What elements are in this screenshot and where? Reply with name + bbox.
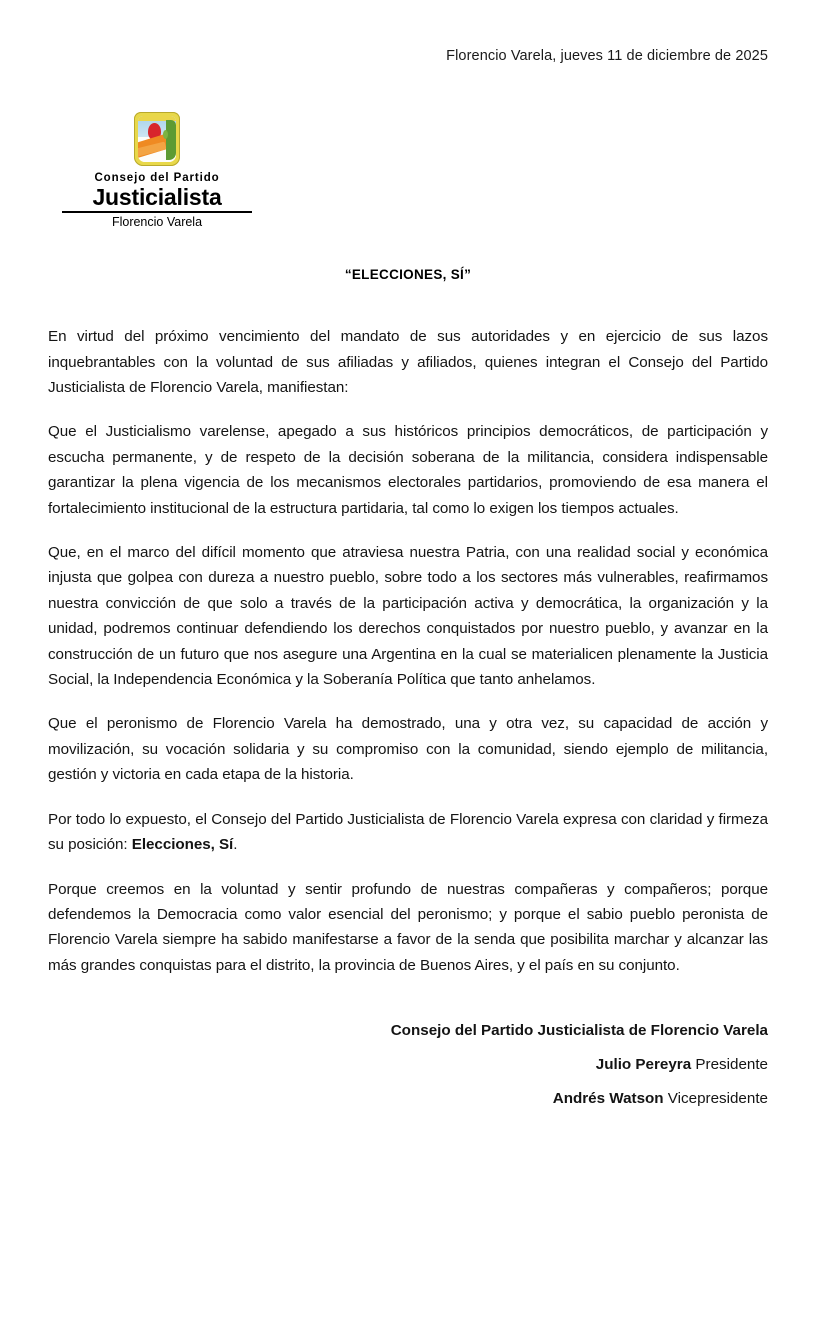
paragraph-5-tail: . — [233, 836, 238, 854]
organization-logo — [62, 112, 252, 229]
crest-inner — [138, 116, 176, 162]
document-title: “ELECCIONES, SÍ” — [344, 267, 472, 283]
paragraph-3: Que, en el marco del difícil momento que atraviesa nuestra Patria, con una realidad social y económica injusta que golpea con dureza a nuestro pueblo, sobre todo a los sectores más vulnerables, reafirmamos nuestra convicción de que solo a través de la participación activa y democrática, la organización y la unidad, podremos continuar defendiendo los derechos conquistados por nuestro pueblo, y avanzar en la construcción de un futuro que nos asegure una Argentina en la cual se materialicen plenamente la Justicia Social, la Independencia Económica y la Soberanía Política que tanto anhelamos. — [48, 544, 768, 689]
paragraph-5 — [48, 807, 768, 858]
paragraph-2: Que el Justicialismo varelense, apegado a sus históricos principios democráticos, de participación y escucha permanente, y de respeto de la decisión soberana de la militancia, considera indispensable garantizar la plena vigencia de los mecanismos electorales partidarios, promoviendo de esa manera el fortalecimiento institucional de la estructura partidaria, tal como lo exigen los tiempos actuales. — [48, 423, 768, 517]
party-crest-icon — [134, 112, 180, 166]
document-body — [48, 324, 768, 978]
signature-president — [48, 1048, 768, 1082]
signature-organization: Consejo del Partido Justicialista de Florencio Varela — [390, 1022, 768, 1040]
crest-green-field — [166, 120, 176, 160]
paragraph-1: En virtud del próximo vencimiento del mandato de sus autoridades y en ejercicio de sus lazos inquebrantables con la voluntad de sus afiliadas y afiliados, quienes integran el Consejo del Partido Justicialista de Florencio Varela, manifiestan: — [48, 328, 768, 396]
signature-block — [48, 1014, 768, 1116]
signature-president-name: Julio Pereyra — [595, 1056, 692, 1074]
date-line: Florencio Varela, jueves 11 de diciembre de 2025 — [446, 48, 768, 64]
paragraph-5-lead: Por todo lo expuesto, el Consejo del Partido Justicialista de Florencio Varela expresa con claridad y firmeza su posición: — [48, 810, 768, 854]
crest-green-accent — [163, 130, 168, 139]
signature-vicepresident-role: Vicepresidente — [663, 1090, 768, 1108]
logo-line-consejo: Consejo del Partido — [94, 172, 220, 185]
logo-line-justicialista: Justicialista — [92, 183, 222, 210]
logo-divider — [62, 211, 252, 213]
logo-line-district: Florencio Varela — [111, 214, 203, 229]
paragraph-5-emphasis: Elecciones, Sí — [131, 836, 234, 854]
signature-president-role: Presidente — [691, 1056, 768, 1074]
signature-vicepresident-name: Andrés Watson — [552, 1090, 664, 1108]
signature-vicepresident — [48, 1082, 768, 1116]
paragraph-4: Que el peronismo de Florencio Varela ha demostrado, una y otra vez, su capacidad de acción y movilización, su vocación solidaria y su compromiso con la comunidad, siendo ejemplo de militancia, gestión y victoria en cada etapa de la historia. — [48, 715, 768, 784]
paragraph-6: Porque creemos en la voluntad y sentir profundo de nuestras compañeras y compañeros; porque defendemos la Democracia como valor esencial del peronismo; y porque el sabio pueblo peronista de Florencio Varela siempre ha sabido manifestarse a favor de la senda que posibilita marchar y alcanzar las más grandes conquistas para el distrito, la provincia de Buenos Aires, y el país en su conjunto. — [48, 880, 768, 974]
